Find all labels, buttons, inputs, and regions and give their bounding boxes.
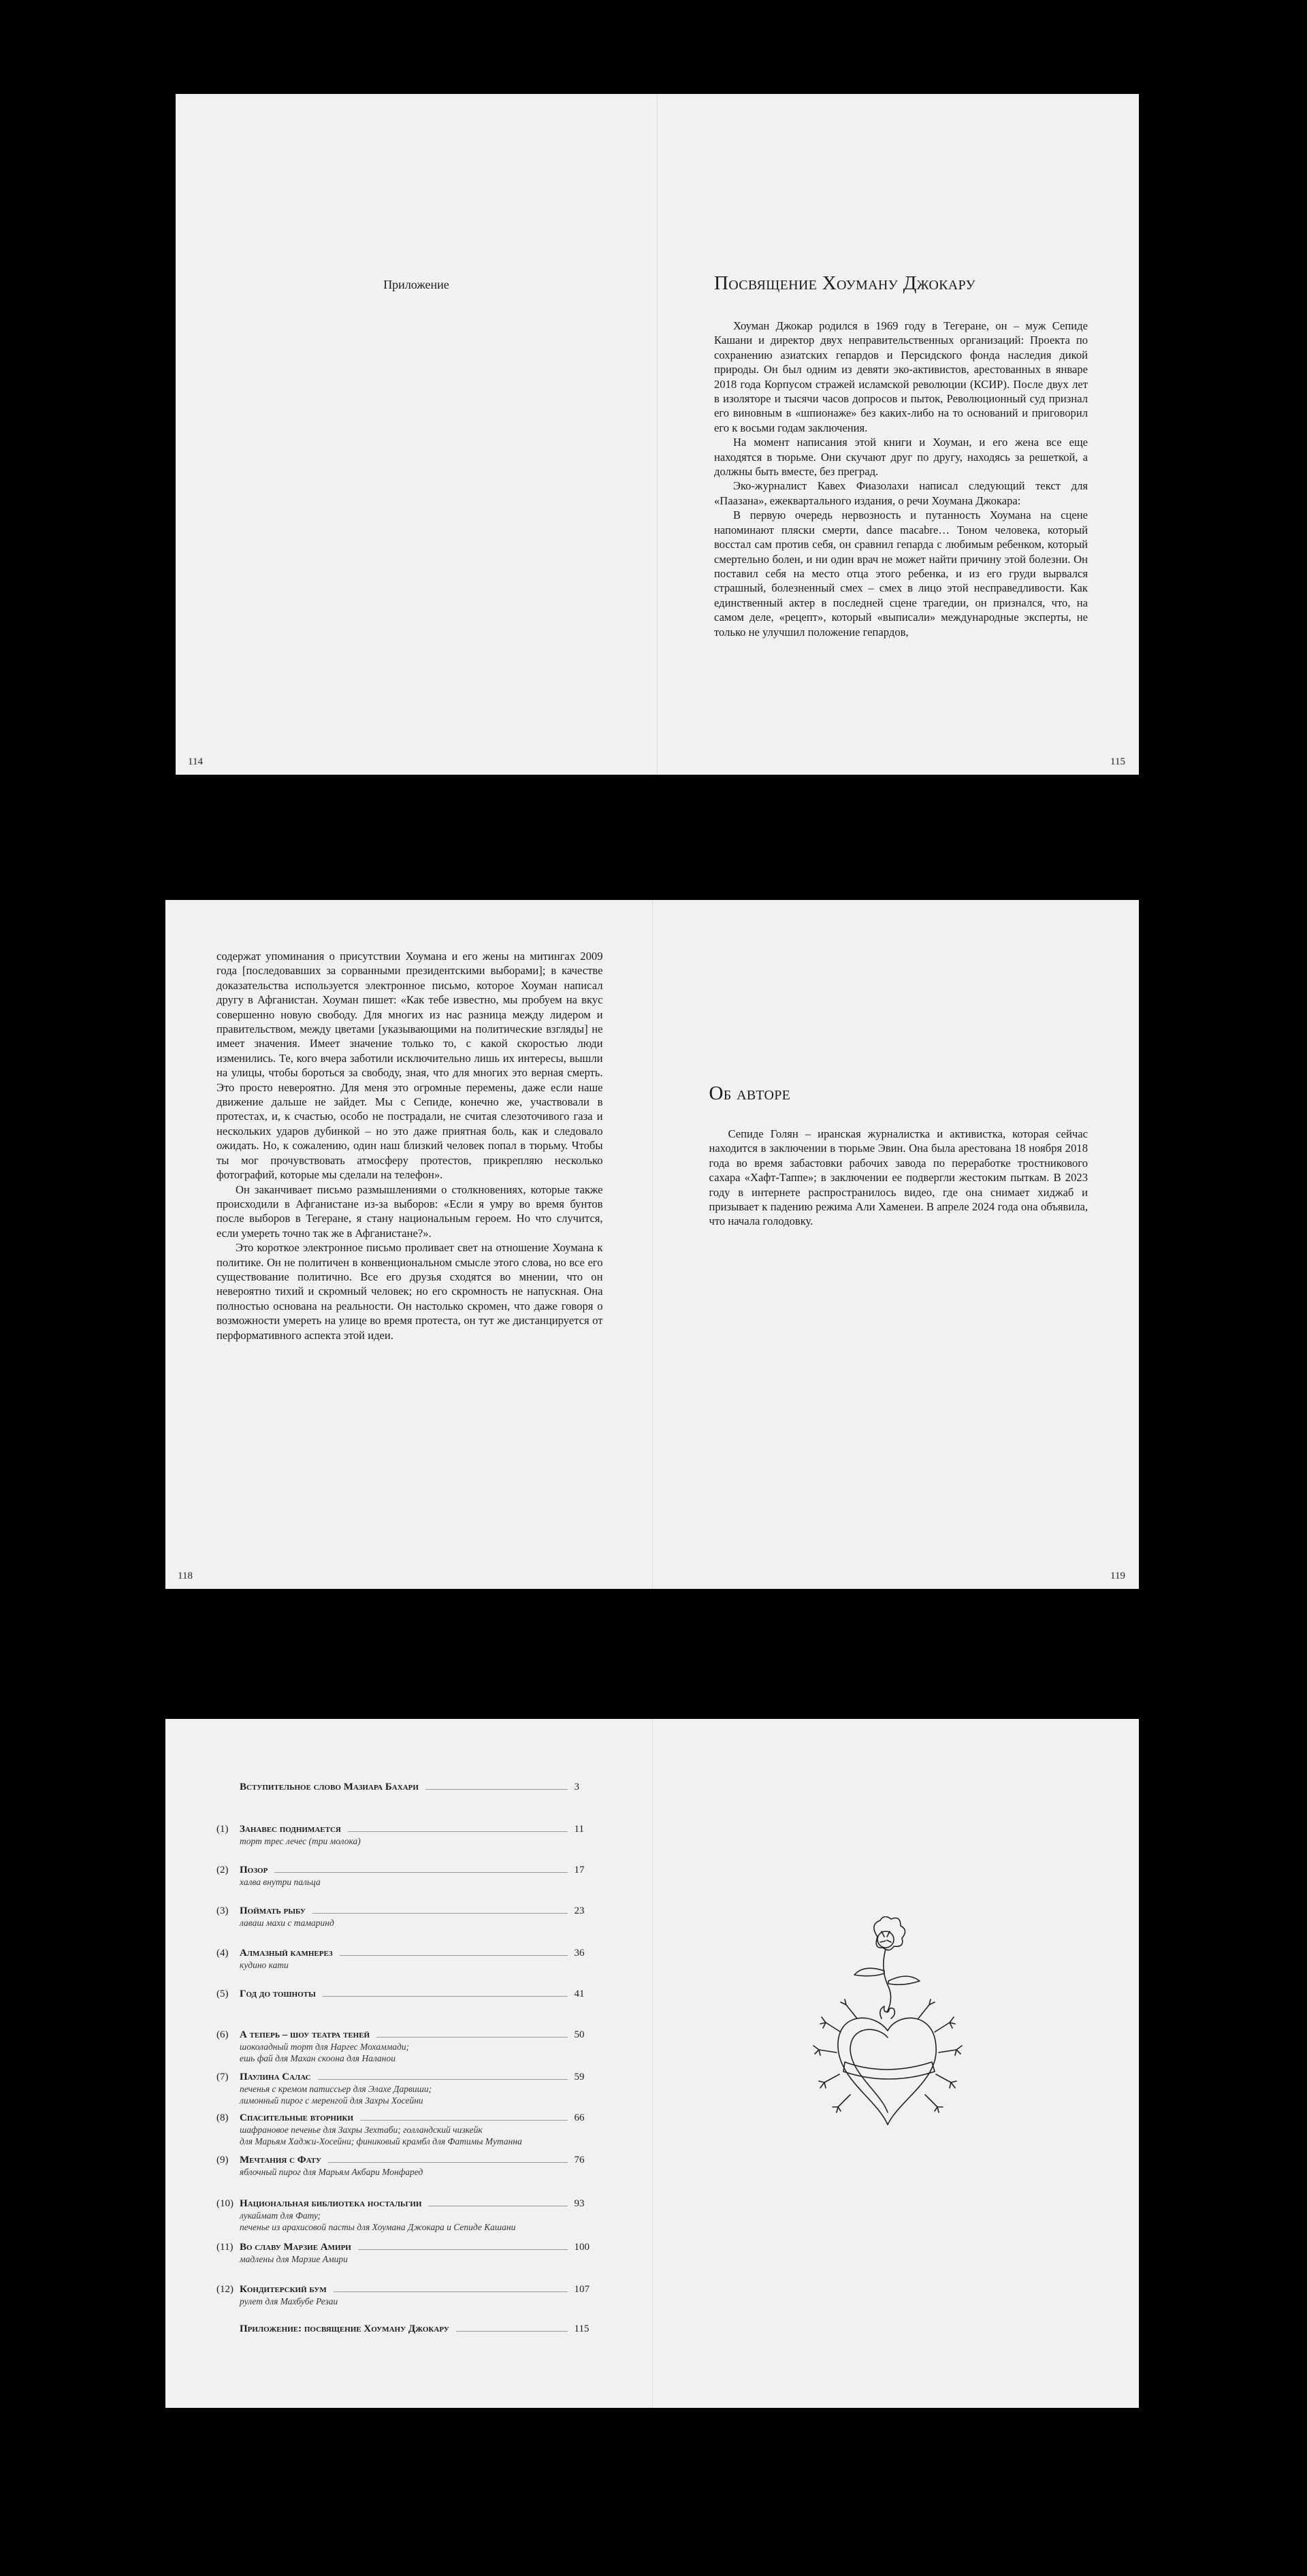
toc-line bbox=[216, 2029, 590, 2041]
toc-leader-line bbox=[376, 2037, 567, 2038]
toc-chapter-number: (1) bbox=[216, 1824, 229, 1835]
toc-recipe-subtitle: печенье из арахисовой пасты для Хоумана Джокара и Сепиде Кашани bbox=[240, 2222, 516, 2232]
chapter-title: Об авторе bbox=[709, 1082, 791, 1104]
toc-leader-line bbox=[312, 1913, 568, 1914]
toc-page-number: 115 bbox=[574, 2323, 590, 2334]
toc-entry[interactable] bbox=[216, 1865, 590, 1888]
spread-contents bbox=[165, 1719, 1139, 2408]
toc-page-number: 3 bbox=[574, 1782, 579, 1792]
toc-entry[interactable] bbox=[216, 1989, 590, 2000]
page-illustration bbox=[653, 1719, 1140, 2408]
toc-title: Год до тошноты bbox=[240, 1989, 316, 1999]
toc-page-number: 107 bbox=[574, 2284, 590, 2295]
appendix-heading: Приложение bbox=[383, 278, 449, 291]
toc-page-number: 36 bbox=[574, 1948, 585, 1959]
toc-line bbox=[216, 2242, 590, 2253]
toc-leader-line bbox=[360, 2120, 567, 2121]
toc-recipe-subtitle: лаваш махи с тамаринд bbox=[240, 1918, 334, 1928]
toc-entry[interactable] bbox=[216, 2029, 590, 2064]
toc-title: Позор bbox=[240, 1865, 268, 1875]
page-number: 114 bbox=[188, 756, 203, 767]
toc-entry[interactable] bbox=[216, 1824, 590, 1847]
toc-recipe-subtitle: печенья с кремом патиссьер для Элахе Дарвиши; bbox=[240, 2084, 432, 2094]
toc-entry[interactable] bbox=[216, 2284, 590, 2307]
toc-leader-line bbox=[425, 1789, 568, 1790]
toc-chapter-number: (4) bbox=[216, 1948, 229, 1959]
toc-chapter-number: (11) bbox=[216, 2242, 233, 2253]
toc-leader-line bbox=[274, 1872, 567, 1873]
toc-title: Занавес поднимается bbox=[240, 1824, 341, 1835]
toc-entry[interactable] bbox=[216, 1782, 590, 1793]
toc-title: Спасительные вторники bbox=[240, 2112, 354, 2123]
toc-title: А теперь – шоу театра теней bbox=[240, 2029, 370, 2040]
toc-recipe-subtitle: торт трес лечес (три молока) bbox=[240, 1836, 361, 1846]
toc-title: Поймать рыбу bbox=[240, 1905, 306, 1916]
spread-about-author bbox=[165, 900, 1139, 1589]
spread-appendix bbox=[176, 94, 1139, 775]
toc-line bbox=[216, 1989, 590, 2000]
paragraph: В первую очередь нервозность и путанность Хоумана на сцене напоминают пляски смерти, dance macabre… Тоном человека, который восстал сам против себя, он сравнил гепарда с любимым ребенком, который смертельно болен, и ни один врач не может найти причину этой болезни. Он поставил себя на место отца этого ребенка, и из его груди вырвался страшный, болезненный смех – смех в лицо этой несправедливости. Как единственный актер в последней сцене трагедии, он признался, что, на самом деле, «рецепт», который «выписали» международные эксперты, не только не улучшил положение гепардов, bbox=[714, 509, 1088, 639]
toc-title: Кондитерский бум bbox=[240, 2284, 327, 2295]
toc-title: Национальная библиотека ностальгии bbox=[240, 2198, 422, 2209]
toc-title: Во славу Марзие Амири bbox=[240, 2242, 351, 2253]
body-text bbox=[709, 1127, 1088, 1229]
chapter-title: Посвящение Хоуману Джокару bbox=[714, 272, 975, 294]
body-text bbox=[714, 319, 1088, 639]
toc-leader-line bbox=[318, 2079, 568, 2080]
toc-title: Паулина Салас bbox=[240, 2072, 311, 2082]
body-text bbox=[216, 949, 603, 1342]
toc-page-number: 93 bbox=[574, 2198, 585, 2209]
toc-line bbox=[216, 2198, 590, 2210]
toc-entry[interactable] bbox=[216, 2242, 590, 2265]
toc-recipe-subtitle: рулет для Махбубе Резаи bbox=[240, 2296, 338, 2306]
toc-recipe-subtitle: лукаймат для Фату; bbox=[240, 2210, 321, 2221]
toc-chapter-number: (5) bbox=[216, 1989, 229, 1999]
toc-page-number: 76 bbox=[574, 2155, 585, 2166]
page-118 bbox=[165, 900, 653, 1589]
toc-recipe-subtitle: кудино кати bbox=[240, 1960, 289, 1970]
toc-chapter-number: (2) bbox=[216, 1865, 229, 1875]
page-number: 118 bbox=[178, 1571, 193, 1581]
toc-leader-line bbox=[348, 1831, 568, 1832]
toc-chapter-number: (6) bbox=[216, 2029, 229, 2040]
toc-chapter-number: (9) bbox=[216, 2155, 229, 2166]
toc-line bbox=[216, 1865, 590, 1876]
toc-entry[interactable] bbox=[216, 1948, 590, 1971]
toc-line bbox=[216, 2155, 590, 2166]
toc-page-number: 11 bbox=[574, 1824, 584, 1835]
page-114 bbox=[176, 94, 658, 775]
toc-recipe-subtitle: для Марьям Хаджи-Хосейни; финиковый крамбл для Фатимы Мутанна bbox=[240, 2136, 522, 2146]
toc-page-number: 17 bbox=[574, 1865, 585, 1875]
toc-leader-line bbox=[328, 2162, 567, 2163]
toc-title: Вступительное слово Мазиара Бахари bbox=[240, 1782, 419, 1792]
page-number: 119 bbox=[1110, 1571, 1125, 1581]
paragraph: Это короткое электронное письмо проливает свет на отношение Хоумана к политике. Он не политичен в конвенциональном смысле этого слова, но все его существование политично. Все его друзья сходятся во мнении, что он невероятно тихий и скромный человек; но его скромность не напускная. Она полностью основана на реальности. Он настолько скромен, что даже говоря о возможности умереть на улице во время протеста, он тут же дистанцируется от перформативного аспекта этой идеи. bbox=[216, 1241, 603, 1342]
toc-recipe-subtitle: ешь фай для Махан скоона для Наланои bbox=[240, 2053, 396, 2063]
paragraph: Сепиде Голян – иранская журналистка и активистка, которая сейчас находится в заключении в тюрьме Эвин. Она была арестована 18 ноября 2018 года во время забастовки рабочих завода по переработке тростникового сахара «Хафт-Таппе»; в заключении ее подвергли жестоким пыткам. В 2023 году в интернете распространилось видео, где она снимает хиджаб и призывает к падению режима Али Хаменеи. В апреле 2024 года она объявила, что начала голодовку. bbox=[709, 1127, 1088, 1228]
toc-line bbox=[216, 2284, 590, 2296]
paragraph: На момент написания этой книги и Хоуман, и его жена все еще находятся в тюрьме. Они скучают друг по другу, находясь за решеткой, а должны быть вместе, без преград. bbox=[714, 436, 1088, 479]
toc-entry[interactable] bbox=[216, 2155, 590, 2178]
toc-line bbox=[216, 1905, 590, 1917]
toc-line bbox=[216, 1782, 590, 1793]
paragraph: Хоуман Джокар родился в 1969 году в Тегеране, он – муж Сепиде Кашани и директор двух неправительственных организаций: Проекта по сохранению азиатских гепардов и Персидского фонда наследия дикой природы. Он был одним из девяти эко-активистов, арестованных в январе 2018 года Корпусом стражей исламской революции (КСИР). После двух лет в изоляторе и тысячи часов допросов и пыток, Революционный суд признал его виновным в «шпионаже» без каких-либо на то оснований и приговорил его к восьми годам заключения. bbox=[714, 319, 1088, 434]
toc-recipe-subtitle: шоколадный торт для Наргес Мохаммади; bbox=[240, 2042, 410, 2052]
toc-leader-line bbox=[358, 2249, 568, 2250]
toc-title: Мечтания с Фату bbox=[240, 2155, 322, 2166]
page-number: 115 bbox=[1110, 756, 1125, 767]
toc-chapter-number: (10) bbox=[216, 2198, 233, 2209]
toc-line bbox=[216, 2112, 590, 2124]
toc-entry[interactable] bbox=[216, 2072, 590, 2106]
toc-page-number: 59 bbox=[574, 2072, 585, 2082]
toc-chapter-number: (8) bbox=[216, 2112, 229, 2123]
paragraph: Он заканчивает письмо размышлениями о столкновениях, которые также происходили в Афганистане из-за выборов: «Если я умру во время бунтов после выборов в Тегеране, я стану национальным героем. Но что случится, если умереть точно так же в Афганистане?». bbox=[216, 1182, 603, 1240]
toc-recipe-subtitle: лимонный пирог с меренгой для Захры Хосейни bbox=[240, 2095, 423, 2106]
sacred-heart-illustration bbox=[809, 1916, 966, 2141]
toc-line bbox=[216, 1948, 590, 1959]
toc-entry[interactable] bbox=[216, 1905, 590, 1929]
toc-line bbox=[216, 2323, 590, 2335]
page-contents bbox=[165, 1719, 653, 2408]
toc-entry[interactable] bbox=[216, 2198, 590, 2233]
toc-entry[interactable] bbox=[216, 2112, 590, 2147]
toc-page-number: 41 bbox=[574, 1989, 585, 1999]
toc-recipe-subtitle: халва внутри пальца bbox=[240, 1877, 321, 1887]
toc-line bbox=[216, 2072, 590, 2083]
toc-page-number: 50 bbox=[574, 2029, 585, 2040]
toc-chapter-number: (12) bbox=[216, 2284, 233, 2295]
toc-page-number: 100 bbox=[574, 2242, 590, 2253]
toc-recipe-subtitle: яблочный пирог для Марьям Акбари Монфаред bbox=[240, 2167, 423, 2177]
paragraph: Эко-журналист Кавех Фиазолахи написал следующий текст для «Паазана», ежеквартального издания, о речи Хоумана Джокара: bbox=[714, 479, 1088, 507]
toc-chapter-number: (3) bbox=[216, 1905, 229, 1916]
toc-title: Алмазный камнерез bbox=[240, 1948, 333, 1959]
toc-chapter-number: (7) bbox=[216, 2072, 229, 2082]
toc-leader-line bbox=[323, 1996, 568, 1997]
toc-leader-line bbox=[456, 2331, 568, 2332]
toc-recipe-subtitle: мадлены для Марзие Амири bbox=[240, 2254, 348, 2264]
toc-page-number: 66 bbox=[574, 2112, 585, 2123]
toc-entry[interactable] bbox=[216, 2323, 590, 2335]
page-119 bbox=[653, 900, 1140, 1589]
paragraph: содержат упоминания о присутствии Хоумана и его жены на митингах 2009 года [последовавших за сорванными президентскими выборами]; в качестве доказательства используется электронное письмо, которое Хоуман написал другу в Афганистан. Хоуман пишет: «Как тебе известно, мы пробуем на вкус совершенно новую свободу. Для многих из нас разница между лидером и правительством, между цветами [указывающими на политические взгляды] не имеет значения. Имеет значение только то, с какой скоростью люди изменились. Те, кого вчера заботили исключительно лишь их интересы, вышли на улицы, чтобы бороться за свободу, зная, что для многих это верная смерть. Это просто невероятно. Для меня это огромные перемены, даже если наше движение дальше не зайдет. Мы с Сепиде, конечно же, участвовали в протестах, и, к счастью, особо не пострадали, не считая слезоточивого газа и нескольких ударов дубинкой – но это даже приятная боль, как и следовало ожидать. Но, к сожалению, один наш близкий человек попал в тюрьму. Чтобы ты мог прочувствовать атмосферу протестов, прикрепляю несколько фотографий, которые мы сделали на телефон». bbox=[216, 950, 603, 1182]
toc-page-number: 23 bbox=[574, 1905, 585, 1916]
page-115 bbox=[658, 94, 1139, 775]
toc-title: Приложение: посвящение Хоуману Джокару bbox=[240, 2323, 449, 2334]
toc-leader-line bbox=[334, 2291, 568, 2292]
flower-icon bbox=[873, 1916, 905, 1950]
toc-leader-line bbox=[340, 1955, 568, 1956]
toc-recipe-subtitle: шафрановое печенье для Захры Зехтаби; голландский чизкейк bbox=[240, 2125, 483, 2135]
toc-line bbox=[216, 1824, 590, 1835]
